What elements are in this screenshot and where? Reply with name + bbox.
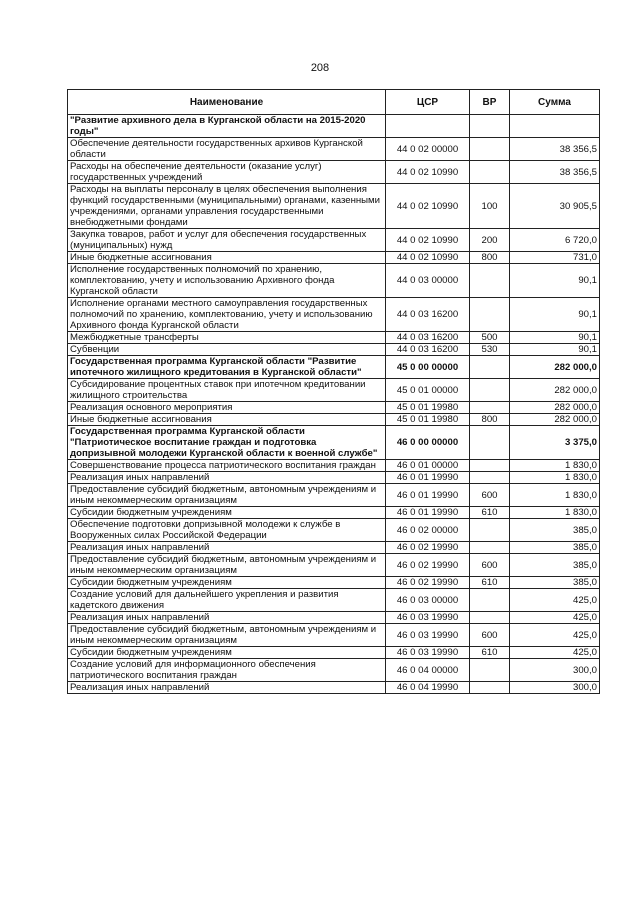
cell-vr: 530 [470, 344, 510, 356]
cell-vr: 610 [470, 507, 510, 519]
cell-name: "Развитие архивного дела в Курганской области на 2015-2020 годы" [68, 115, 386, 138]
cell-csr: 44 0 02 00000 [386, 138, 470, 161]
table-row [68, 682, 600, 694]
cell-csr: 44 0 03 16200 [386, 344, 470, 356]
table-row [68, 332, 600, 344]
cell-vr [470, 298, 510, 332]
cell-sum: 425,0 [510, 647, 600, 659]
cell-csr: 44 0 02 10990 [386, 252, 470, 264]
header-csr: ЦСР [386, 90, 470, 115]
cell-vr [470, 138, 510, 161]
cell-sum: 30 905,5 [510, 184, 600, 229]
cell-name: Исполнение органами местного самоуправления государственных полномочий по хранению, комплектованию, учету и использованию Архивного фонда Курганской области [68, 298, 386, 332]
cell-csr: 46 0 04 00000 [386, 659, 470, 682]
cell-csr: 44 0 03 16200 [386, 298, 470, 332]
cell-csr: 44 0 03 00000 [386, 264, 470, 298]
cell-vr: 800 [470, 252, 510, 264]
cell-sum: 38 356,5 [510, 138, 600, 161]
cell-csr: 46 0 02 19990 [386, 542, 470, 554]
table-row [68, 229, 600, 252]
cell-sum: 6 720,0 [510, 229, 600, 252]
cell-csr: 46 0 01 19990 [386, 507, 470, 519]
cell-name: Создание условий для информационного обеспечения патриотического воспитания граждан [68, 659, 386, 682]
table-row [68, 507, 600, 519]
table-row [68, 577, 600, 589]
cell-sum: 282 000,0 [510, 402, 600, 414]
cell-sum: 282 000,0 [510, 356, 600, 379]
cell-sum: 1 830,0 [510, 460, 600, 472]
cell-csr: 44 0 02 10990 [386, 161, 470, 184]
table-row [68, 414, 600, 426]
cell-vr [470, 612, 510, 624]
cell-name: Реализация иных направлений [68, 682, 386, 694]
cell-csr: 44 0 02 10990 [386, 229, 470, 252]
cell-sum: 385,0 [510, 542, 600, 554]
cell-vr: 610 [470, 577, 510, 589]
cell-vr: 800 [470, 414, 510, 426]
cell-sum: 282 000,0 [510, 414, 600, 426]
cell-vr [470, 115, 510, 138]
cell-csr [386, 115, 470, 138]
table-row [68, 542, 600, 554]
cell-csr: 46 0 00 00000 [386, 426, 470, 460]
cell-sum: 1 830,0 [510, 507, 600, 519]
cell-sum: 385,0 [510, 577, 600, 589]
cell-sum: 282 000,0 [510, 379, 600, 402]
cell-vr [470, 682, 510, 694]
cell-sum: 425,0 [510, 612, 600, 624]
cell-vr: 600 [470, 624, 510, 647]
cell-sum: 1 830,0 [510, 472, 600, 484]
cell-name: Реализация иных направлений [68, 472, 386, 484]
cell-csr: 46 0 03 19990 [386, 612, 470, 624]
cell-name: Субсидии бюджетным учреждениям [68, 647, 386, 659]
cell-csr: 45 0 00 00000 [386, 356, 470, 379]
header-sum: Сумма [510, 90, 600, 115]
cell-vr: 500 [470, 332, 510, 344]
table-row [68, 624, 600, 647]
table-row [68, 460, 600, 472]
cell-name: Предоставление субсидий бюджетным, автономным учреждениям и иным некоммерческим организациям [68, 484, 386, 507]
table-row [68, 402, 600, 414]
cell-name: Государственная программа Курганской области "Патриотическое воспитание граждан и подготовка допризывной молодежи Курганской области к военной службе" [68, 426, 386, 460]
cell-vr [470, 426, 510, 460]
cell-sum: 90,1 [510, 298, 600, 332]
table-row [68, 647, 600, 659]
cell-sum: 385,0 [510, 554, 600, 577]
cell-csr: 45 0 01 00000 [386, 379, 470, 402]
table-body [68, 115, 600, 694]
cell-sum: 300,0 [510, 682, 600, 694]
cell-vr [470, 402, 510, 414]
cell-csr: 44 0 03 16200 [386, 332, 470, 344]
cell-vr [470, 519, 510, 542]
cell-name: Субвенции [68, 344, 386, 356]
table-row [68, 344, 600, 356]
cell-sum: 1 830,0 [510, 484, 600, 507]
cell-csr: 46 0 03 00000 [386, 589, 470, 612]
cell-csr: 46 0 02 00000 [386, 519, 470, 542]
table-row [68, 554, 600, 577]
cell-name: Межбюджетные трансферты [68, 332, 386, 344]
cell-name: Субсидирование процентных ставок при ипотечном кредитовании жилищного строительства [68, 379, 386, 402]
table-row [68, 138, 600, 161]
table-row [68, 252, 600, 264]
table-header-row [68, 90, 600, 115]
cell-name: Предоставление субсидий бюджетным, автономным учреждениям и иным некоммерческим организациям [68, 624, 386, 647]
cell-name: Предоставление субсидий бюджетным, автономным учреждениям и иным некоммерческим организациям [68, 554, 386, 577]
cell-csr: 44 0 02 10990 [386, 184, 470, 229]
cell-csr: 46 0 01 19990 [386, 484, 470, 507]
cell-vr [470, 264, 510, 298]
table-row [68, 161, 600, 184]
cell-csr: 46 0 02 19990 [386, 554, 470, 577]
cell-sum: 90,1 [510, 332, 600, 344]
table-row [68, 115, 600, 138]
cell-vr [470, 659, 510, 682]
table-row [68, 356, 600, 379]
table-row [68, 519, 600, 542]
cell-name: Иные бюджетные ассигнования [68, 252, 386, 264]
cell-name: Субсидии бюджетным учреждениям [68, 507, 386, 519]
cell-name: Государственная программа Курганской области "Развитие ипотечного жилищного кредитования в Курганской области" [68, 356, 386, 379]
cell-name: Реализация иных направлений [68, 612, 386, 624]
cell-csr: 46 0 01 00000 [386, 460, 470, 472]
cell-sum: 3 375,0 [510, 426, 600, 460]
cell-name: Реализация иных направлений [68, 542, 386, 554]
cell-sum: 385,0 [510, 519, 600, 542]
cell-vr [470, 542, 510, 554]
cell-csr: 45 0 01 19980 [386, 402, 470, 414]
cell-vr: 100 [470, 184, 510, 229]
table-row [68, 379, 600, 402]
cell-name: Совершенствование процесса патриотического воспитания граждан [68, 460, 386, 472]
header-vr: ВР [470, 90, 510, 115]
table-row [68, 184, 600, 229]
table-row [68, 612, 600, 624]
cell-csr: 45 0 01 19980 [386, 414, 470, 426]
cell-name: Расходы на обеспечение деятельности (оказание услуг) государственных учреждений [68, 161, 386, 184]
page-number: 208 [310, 62, 330, 74]
table-row [68, 484, 600, 507]
cell-name: Закупка товаров, работ и услуг для обеспечения государственных (муниципальных) нужд [68, 229, 386, 252]
table-row [68, 298, 600, 332]
header-name: Наименование [68, 90, 386, 115]
cell-name: Реализация основного мероприятия [68, 402, 386, 414]
cell-sum: 425,0 [510, 589, 600, 612]
cell-vr: 600 [470, 554, 510, 577]
cell-vr: 610 [470, 647, 510, 659]
cell-sum: 425,0 [510, 624, 600, 647]
cell-csr: 46 0 04 19990 [386, 682, 470, 694]
cell-vr: 200 [470, 229, 510, 252]
table-row [68, 426, 600, 460]
table-row [68, 264, 600, 298]
cell-name: Обеспечение подготовки допризывной молодежи к службе в Вооруженных силах Российской Федерации [68, 519, 386, 542]
cell-vr [470, 589, 510, 612]
table-row [68, 589, 600, 612]
table-row [68, 659, 600, 682]
cell-sum: 731,0 [510, 252, 600, 264]
cell-name: Создание условий для дальнейшего укрепления и развития кадетского движения [68, 589, 386, 612]
cell-sum: 90,1 [510, 264, 600, 298]
cell-vr [470, 472, 510, 484]
cell-name: Исполнение государственных полномочий по хранению, комплектованию, учету и использованию Архивного фонда Курганской области [68, 264, 386, 298]
cell-vr [470, 161, 510, 184]
cell-vr [470, 379, 510, 402]
cell-vr [470, 356, 510, 379]
cell-sum: 90,1 [510, 344, 600, 356]
cell-vr: 600 [470, 484, 510, 507]
cell-name: Иные бюджетные ассигнования [68, 414, 386, 426]
cell-csr: 46 0 03 19990 [386, 624, 470, 647]
cell-name: Обеспечение деятельности государственных архивов Курганской области [68, 138, 386, 161]
cell-name: Расходы на выплаты персоналу в целях обеспечения выполнения функций государственными (муниципальными) органами, казенными учреждениями, органами управления государственными внебюджетными фондами [68, 184, 386, 229]
cell-sum: 38 356,5 [510, 161, 600, 184]
cell-csr: 46 0 01 19990 [386, 472, 470, 484]
cell-name: Субсидии бюджетным учреждениям [68, 577, 386, 589]
cell-sum [510, 115, 600, 138]
cell-csr: 46 0 03 19990 [386, 647, 470, 659]
table-row [68, 472, 600, 484]
cell-vr [470, 460, 510, 472]
cell-sum: 300,0 [510, 659, 600, 682]
cell-csr: 46 0 02 19990 [386, 577, 470, 589]
budget-table [67, 89, 600, 694]
